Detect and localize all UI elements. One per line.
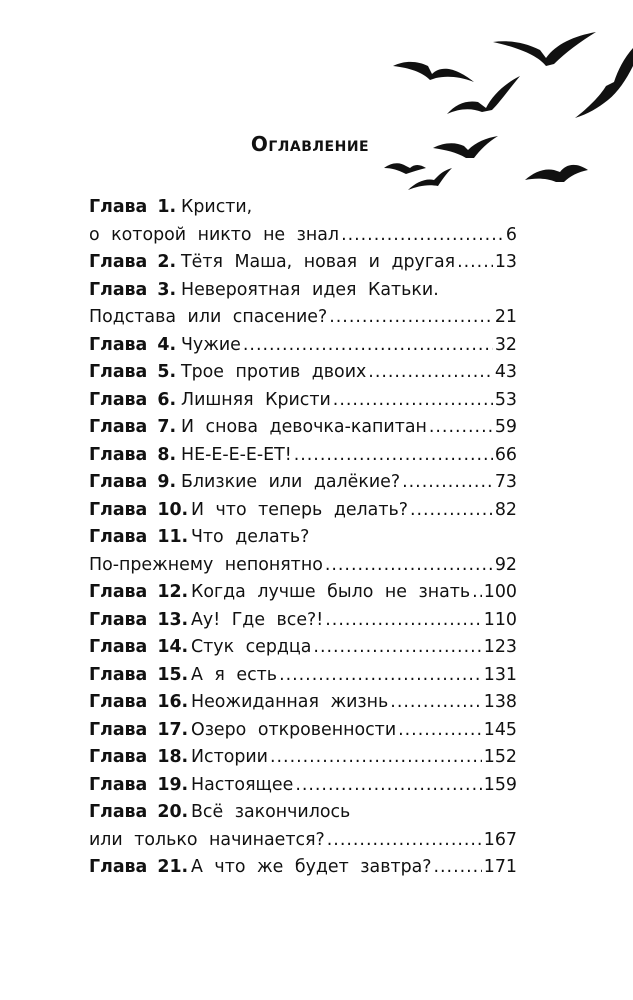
page-number: 82 <box>494 499 517 520</box>
dot-leader <box>325 555 493 575</box>
page-number: 53 <box>494 389 517 410</box>
chapter-label: Глава 21. <box>89 857 189 877</box>
chapter-label: Глава 19. <box>89 774 189 795</box>
chapter-title: Ау! Где все?! <box>191 609 324 630</box>
toc-row <box>89 390 517 418</box>
toc-row <box>89 747 517 775</box>
dot-leader <box>429 417 493 437</box>
seagull-icon <box>447 76 520 114</box>
chapter-label: Глава 2. <box>89 252 177 272</box>
toc-row <box>89 500 517 528</box>
chapter-title: И снова девочка-капитан <box>181 417 427 437</box>
toc-row <box>89 830 517 858</box>
toc-row <box>89 307 517 335</box>
dot-leader <box>472 582 482 602</box>
table-of-contents <box>89 197 517 885</box>
page-number: 100 <box>483 582 517 602</box>
chapter-title: Истории <box>191 747 268 767</box>
toc-row <box>89 197 517 225</box>
chapter-title: А что же будет завтра? <box>191 857 432 877</box>
page-number: 73 <box>494 472 517 492</box>
chapter-title: Чужие <box>181 334 241 355</box>
chapter-label: Глава 11. <box>89 527 189 547</box>
seagulls-illustration <box>0 0 633 200</box>
chapter-label: Глава 7. <box>89 417 177 437</box>
page-number: 43 <box>494 362 517 382</box>
chapter-label: Глава 6. <box>89 389 177 410</box>
page-number: 92 <box>494 554 517 575</box>
chapter-title: По-прежнему непонятно <box>89 554 323 575</box>
toc-row <box>89 802 517 830</box>
dot-leader <box>368 362 493 382</box>
seagull-icon <box>493 32 596 66</box>
page-number: 131 <box>483 664 517 685</box>
page-title: Оглавление <box>250 132 370 156</box>
toc-row <box>89 527 517 555</box>
dot-leader <box>313 637 481 657</box>
toc-row <box>89 582 517 610</box>
chapter-title: Близкие или далёкие? <box>181 472 401 492</box>
page-number: 21 <box>494 307 517 327</box>
toc-row <box>89 362 517 390</box>
chapter-title: Трое против двоих <box>181 362 367 382</box>
toc-row <box>89 775 517 803</box>
dot-leader <box>390 692 482 712</box>
chapter-title: или только начинается? <box>89 829 325 850</box>
page-number: 159 <box>483 774 517 795</box>
chapter-label: Глава 5. <box>89 362 177 382</box>
dot-leader <box>270 747 482 767</box>
chapter-title: Озеро откровенности <box>191 719 397 740</box>
chapter-label: Глава 14. <box>89 637 189 657</box>
chapter-title: Настоящее <box>191 774 294 795</box>
toc-row <box>89 252 517 280</box>
toc-row <box>89 555 517 583</box>
chapter-label: Глава 15. <box>89 664 189 685</box>
page-number: 145 <box>483 719 517 740</box>
dot-leader <box>327 830 482 850</box>
page-number: 32 <box>494 334 517 355</box>
toc-row <box>89 665 517 693</box>
toc-row <box>89 280 517 308</box>
chapter-label: Глава 8. <box>89 444 177 465</box>
dot-leader <box>457 252 493 272</box>
chapter-label: Глава 12. <box>89 582 189 602</box>
chapter-label: Глава 4. <box>89 334 177 355</box>
dot-leader <box>410 500 493 520</box>
page-number: 66 <box>494 444 517 465</box>
dot-leader <box>329 307 493 327</box>
page-number: 123 <box>483 637 517 657</box>
toc-row <box>89 637 517 665</box>
chapter-title: НЕ-Е-Е-Е-ЕТ! <box>181 444 292 465</box>
chapter-label: Глава 3. <box>89 279 177 300</box>
page-number: 59 <box>494 417 517 437</box>
chapter-title: Невероятная идея Катьки. <box>181 279 439 300</box>
chapter-label: Глава 10. <box>89 499 189 520</box>
page-number: 152 <box>483 747 517 767</box>
toc-row <box>89 417 517 445</box>
toc-row <box>89 720 517 748</box>
chapter-title: о которой никто не знал <box>89 224 340 245</box>
chapter-label: Глава 17. <box>89 719 189 740</box>
chapter-label: Глава 16. <box>89 692 189 712</box>
dot-leader <box>398 720 482 740</box>
chapter-title: Кристи, <box>181 197 253 217</box>
toc-row <box>89 225 517 253</box>
chapter-label: Глава 9. <box>89 472 177 492</box>
chapter-title: Что делать? <box>191 527 310 547</box>
page-number: 13 <box>494 252 517 272</box>
chapter-label: Глава 1. <box>89 197 177 217</box>
chapter-label: Глава 18. <box>89 747 189 767</box>
page-number: 171 <box>483 857 517 877</box>
seagull-icon <box>575 48 633 118</box>
chapter-title: Стук сердца <box>191 637 312 657</box>
page-number: 138 <box>483 692 517 712</box>
toc-row <box>89 472 517 500</box>
chapter-title: Подстава или спасение? <box>89 307 328 327</box>
page-number: 6 <box>505 224 517 245</box>
dot-leader <box>279 665 482 685</box>
seagull-icon <box>384 163 426 174</box>
chapter-title: Когда лучше было не знать <box>191 582 471 602</box>
toc-row <box>89 445 517 473</box>
chapter-title: И что теперь делать? <box>191 499 408 520</box>
page-number: 110 <box>483 609 517 630</box>
page-number: 167 <box>483 829 517 850</box>
chapter-title: Лишняя Кристи <box>181 389 331 410</box>
chapter-title: А я есть <box>191 664 278 685</box>
toc-row <box>89 610 517 638</box>
dot-leader <box>243 335 493 355</box>
chapter-title: Всё закончилось <box>191 802 351 822</box>
toc-row <box>89 692 517 720</box>
dot-leader <box>434 857 482 877</box>
toc-row <box>89 857 517 885</box>
chapter-title: Неожиданная жизнь <box>191 692 389 712</box>
toc-row <box>89 335 517 363</box>
chapter-title: Тётя Маша, новая и другая <box>181 252 456 272</box>
dot-leader <box>333 390 493 410</box>
chapter-label: Глава 20. <box>89 802 189 822</box>
dot-leader <box>294 445 493 465</box>
seagull-icon <box>393 62 474 82</box>
seagull-icon <box>525 165 588 182</box>
dot-leader <box>402 472 493 492</box>
dot-leader <box>295 775 481 795</box>
seagull-icon <box>408 168 452 190</box>
dot-leader <box>325 610 482 630</box>
dot-leader <box>341 225 504 245</box>
chapter-label: Глава 13. <box>89 609 189 630</box>
